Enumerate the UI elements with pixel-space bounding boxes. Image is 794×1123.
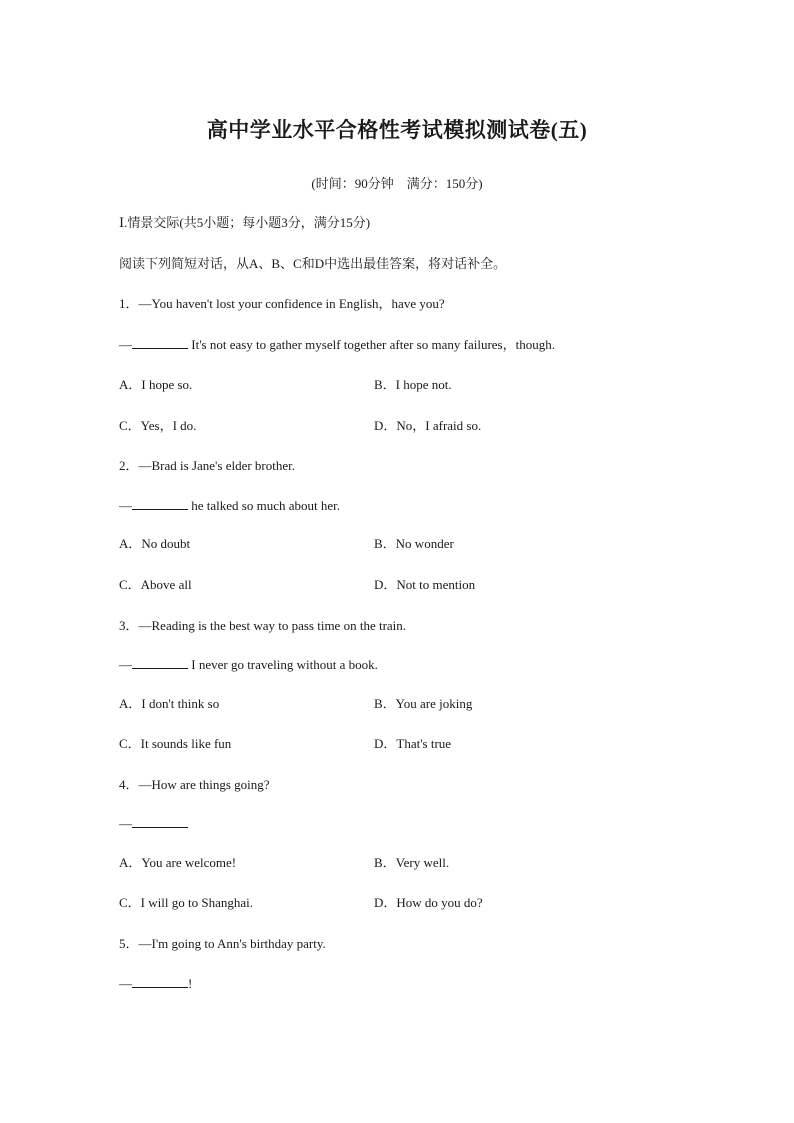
section-heading: Ⅰ.情景交际(共5小题；每小题3分，满分15分) (119, 215, 371, 230)
answer-blank (132, 656, 188, 669)
question-3-option-a: A．I don't think so (119, 696, 220, 711)
question-4-option-c: C．I will go to Shanghai. (119, 895, 253, 910)
question-1-option-b: B．I hope not. (374, 377, 452, 392)
response-text: I never go traveling without a book. (188, 657, 378, 672)
question-1-stem: 1．—You haven't lost your confidence in English，have you? (119, 296, 445, 311)
answer-blank (132, 497, 188, 510)
question-1-option-a: A．I hope so. (119, 377, 193, 392)
question-4-response (119, 815, 188, 833)
answer-blank (132, 975, 188, 988)
question-1-option-c: C．Yes，I do. (119, 418, 197, 433)
question-3-option-b: B．You are joking (374, 696, 473, 711)
question-2-response (119, 497, 340, 515)
response-text: he talked so much about her. (188, 498, 340, 513)
question-2-stem: 2．—Brad is Jane's elder brother. (119, 458, 295, 473)
response-dash: — (119, 976, 132, 991)
question-1-option-d: D．No，I afraid so. (374, 418, 482, 433)
question-3-option-d: D．That's true (374, 736, 452, 751)
question-2-option-d: D．Not to mention (374, 577, 476, 592)
question-5-response (119, 975, 192, 993)
answer-blank (132, 336, 188, 349)
question-4-stem: 4．—How are things going? (119, 777, 270, 792)
question-2-option-c: C．Above all (119, 577, 192, 592)
response-dash: — (119, 657, 132, 672)
question-3-response (119, 656, 378, 674)
answer-blank (132, 815, 188, 828)
response-dash: — (119, 816, 132, 831)
question-2-option-b: B．No wonder (374, 536, 454, 551)
response-dash: — (119, 498, 132, 513)
question-3-stem: 3．—Reading is the best way to pass time on the train. (119, 618, 407, 633)
response-text: It's not easy to gather myself together after so many failures，though. (188, 337, 555, 352)
response-text: ! (188, 976, 193, 991)
page-subtitle: (时间：90分钟 满分：150分) (311, 176, 483, 191)
question-2-option-a: A．No doubt (119, 536, 191, 551)
page-title: 高中学业水平合格性考试模拟测试卷(五) (206, 118, 588, 142)
question-1-response (119, 336, 555, 354)
question-4-option-b: B．Very well. (374, 855, 450, 870)
response-dash: — (119, 337, 132, 352)
question-3-option-c: C．It sounds like fun (119, 736, 232, 751)
question-5-stem: 5．—I'm going to Ann's birthday party. (119, 936, 326, 951)
question-4-option-a: A．You are welcome! (119, 855, 237, 870)
question-4-option-d: D．How do you do? (374, 895, 483, 910)
section-instructions: 阅读下列简短对话，从A、B、C和D中选出最佳答案，将对话补全。 (119, 256, 507, 271)
